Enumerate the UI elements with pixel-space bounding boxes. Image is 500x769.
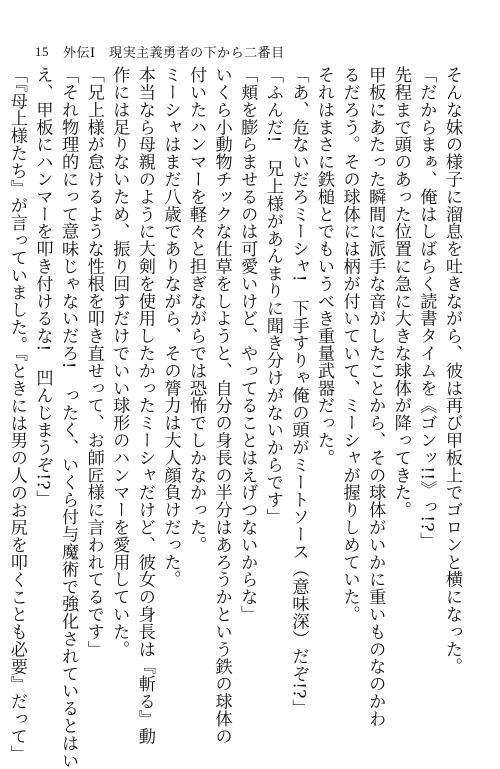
text-line: るだろう。その球体には柄が付いていて、ミーシャが握りしめていた。 <box>339 66 360 623</box>
text-line: それはまさに鉄槌とでもいうべき重量武器だった。 <box>314 66 335 467</box>
vertical-body-text <box>3 66 464 769</box>
text-line: 本当なら母親のように大剣を使用したかったミーシャだけど、彼女の身長は『斬る』動 <box>134 66 155 745</box>
text-line: 先程まで頭のあった位置に急に大きな球体が降ってきた。 <box>390 66 411 519</box>
text-line: 「ふんだ! 兄上様があんまりに聞き分けがないからです」 <box>262 66 283 526</box>
page-number: 15 <box>35 43 49 59</box>
running-header <box>35 42 285 61</box>
text-line: え、甲板にハンマーを叩き付けるな! 凹んじまうぞ!?」 <box>32 66 53 508</box>
running-title: 外伝Ⅰ 現実主義勇者の下から二番目 <box>63 46 285 61</box>
text-line: 甲板にあたった瞬間に派手な音がしたことから、その球体がいかに重いものなのかわ <box>365 66 386 728</box>
text-line: 「だからまぁ、俺はしばらく読書タイムを《ゴンッ!!》っ!?」 <box>416 66 437 550</box>
text-line: 「それ物理的にって意味じゃないだろ! ったく、いくら付与魔術で強化されているとはい <box>58 66 79 769</box>
text-line: 「あ、危ないだろミーシャ! 下手すりゃ俺の頭がミートソース（意味深）だぞ!?」 <box>288 66 309 717</box>
text-line: ミーシャはまだ八歳でありながら、その膂力は大人顔負けだった。 <box>160 66 181 588</box>
text-line: 作には足りないため、振り回すだけでいい球形のハンマーを愛用していた。 <box>109 66 130 658</box>
text-line: そんな妹の様子に溜息を吐きながら、彼は再び甲板上でゴロンと横になった。 <box>442 66 462 675</box>
text-line: 「兄上様が怠けるような性根を叩き直せって、お師匠様に言われてるです」 <box>83 66 104 658</box>
text-line: 「『母上様たち』が言っていました。『ときには男の人のお尻を叩くことも必要』だって」 <box>6 66 27 763</box>
text-line: 「頬を膨らませるのは可愛いけど、やってることはえげつないからな」 <box>237 66 258 623</box>
text-line: 付いたハンマーを軽々と担ぎながらでは恐怖でしかなかった。 <box>186 66 207 554</box>
text-line: いくら小動物チックな仕草をしようと、自分の身長の半分はあろうかという鉄の球体の <box>211 66 232 745</box>
